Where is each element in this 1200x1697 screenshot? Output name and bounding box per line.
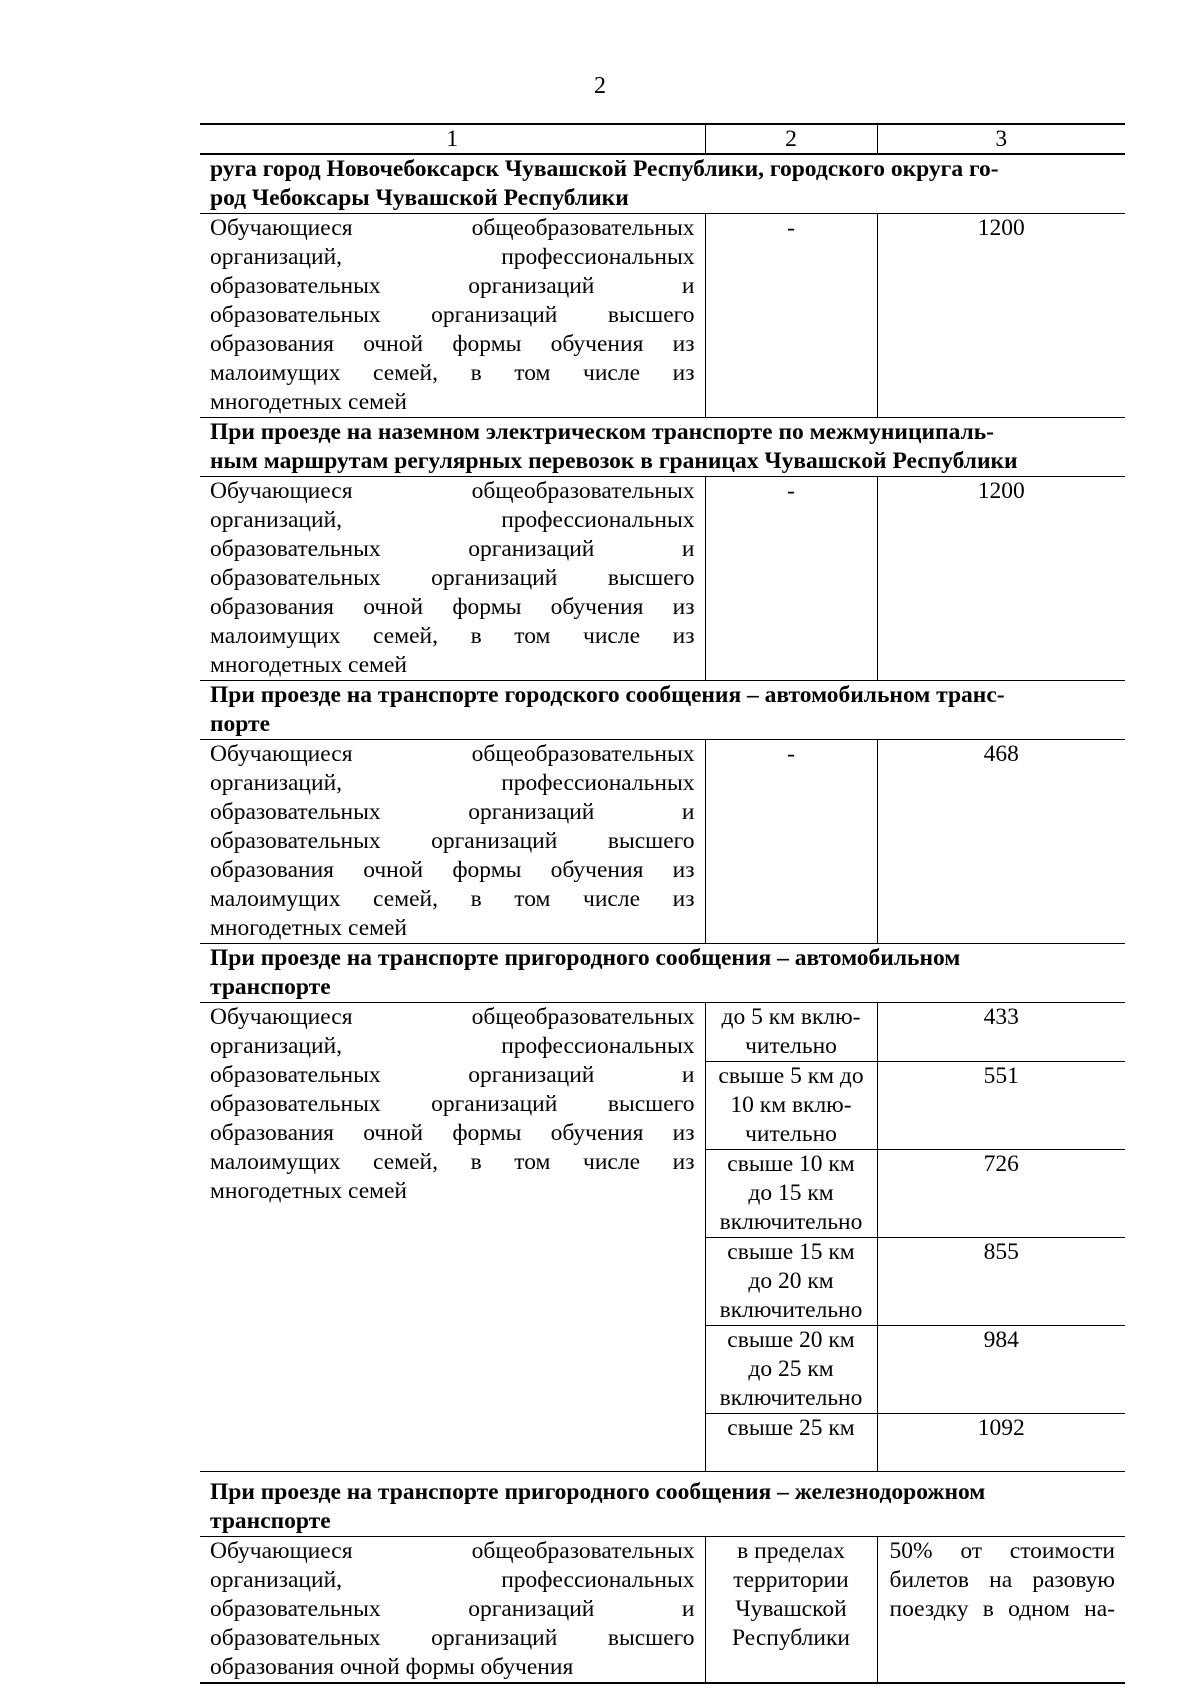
distance-cell: свыше 5 км до 10 км вклю- чительно	[705, 1062, 877, 1150]
section-title	[200, 154, 1125, 214]
section-title-line: род Чебоксары Чувашской Республики	[210, 185, 629, 211]
table-header-row	[200, 124, 1125, 154]
table-row	[200, 477, 1125, 681]
section-title-row	[200, 1472, 1125, 1537]
distance-cell: -	[705, 214, 877, 418]
recipient-description: Обучающиеся общеобразовательных организаций, профессиональных образовательных организаций и образовательных организаций высшего образования очной формы обучения из малоимущих семей, в том числе из многодетных семей	[200, 477, 705, 681]
section-title-row	[200, 418, 1125, 477]
section-title-line: ным маршрутам регулярных перевозок в границах Чувашской Республики	[210, 448, 1018, 474]
distance-cell: свыше 10 км до 15 км включительно	[705, 1150, 877, 1238]
column-header-2: 2	[705, 124, 877, 154]
recipient-description: Обучающиеся общеобразовательных организаций, профессиональных образовательных организаций и образовательных организаций высшего образования очной формы обучения из малоимущих семей, в том числе из многодетных семей	[200, 214, 705, 418]
section-title	[200, 418, 1125, 477]
table-row	[200, 1537, 1125, 1684]
distance-cell: -	[705, 740, 877, 944]
amount-cell: 468	[877, 740, 1125, 944]
amount-cell: 1092	[877, 1414, 1125, 1472]
section-title-line: транспорте	[210, 974, 331, 1000]
amount-cell: 855	[877, 1238, 1125, 1326]
section-title-line: порте	[210, 711, 271, 737]
section-title-row	[200, 154, 1125, 214]
amount-cell: 1200	[877, 477, 1125, 681]
benefits-table	[200, 123, 1125, 1684]
section-title	[200, 944, 1125, 1003]
distance-cell: свыше 20 км до 25 км включительно	[705, 1326, 877, 1414]
amount-cell: 50% от стоимости билетов на разовую поездку в одном на-	[877, 1537, 1125, 1684]
page-number: 2	[594, 73, 606, 99]
distance-cell: в пределах территории Чувашской Республики	[705, 1537, 877, 1684]
section-title	[200, 1472, 1125, 1537]
section-title-line: При проезде на транспорте пригородного сообщения – железнодорожном	[210, 1479, 986, 1505]
distance-cell: свыше 25 км	[705, 1414, 877, 1472]
section-title-row	[200, 944, 1125, 1003]
distance-cell: свыше 15 км до 20 км включительно	[705, 1238, 877, 1326]
amount-cell: 984	[877, 1326, 1125, 1414]
section-title-row	[200, 681, 1125, 740]
recipient-description: Обучающиеся общеобразовательных организаций, профессиональных образовательных организаций и образовательных организаций высшего образования очной формы обучения из малоимущих семей, в том числе из многодетных семей	[200, 740, 705, 944]
section-title-line: транспорте	[210, 1508, 331, 1534]
table-row	[200, 214, 1125, 418]
recipient-description: Обучающиеся общеобразовательных организаций, профессиональных образовательных организаций и образовательных организаций высшего образования очной формы обучения	[200, 1537, 705, 1684]
section-title-line: При проезде на наземном электрическом транспорте по межмуниципаль-	[210, 419, 994, 445]
table-row	[200, 740, 1125, 944]
section-title-line: руга город Новочебоксарск Чувашской Республики, городского округа го-	[210, 156, 999, 182]
distance-cell: -	[705, 477, 877, 681]
amount-cell: 551	[877, 1062, 1125, 1150]
amount-cell: 433	[877, 1003, 1125, 1062]
recipient-description: Обучающиеся общеобразовательных организаций, профессиональных образовательных организаций и образовательных организаций высшего образования очной формы обучения из малоимущих семей, в том числе из многодетных семей	[200, 1003, 705, 1472]
section-title	[200, 681, 1125, 740]
column-header-1: 1	[200, 124, 705, 154]
amount-cell: 1200	[877, 214, 1125, 418]
amount-cell: 726	[877, 1150, 1125, 1238]
section-title-line: При проезде на транспорте городского сообщения – автомобильном транс-	[210, 682, 1005, 708]
table-row	[200, 1003, 1125, 1062]
distance-cell: до 5 км вклю- чительно	[705, 1003, 877, 1062]
section-title-line: При проезде на транспорте пригородного сообщения – автомобильном	[210, 945, 961, 971]
column-header-3: 3	[877, 124, 1125, 154]
